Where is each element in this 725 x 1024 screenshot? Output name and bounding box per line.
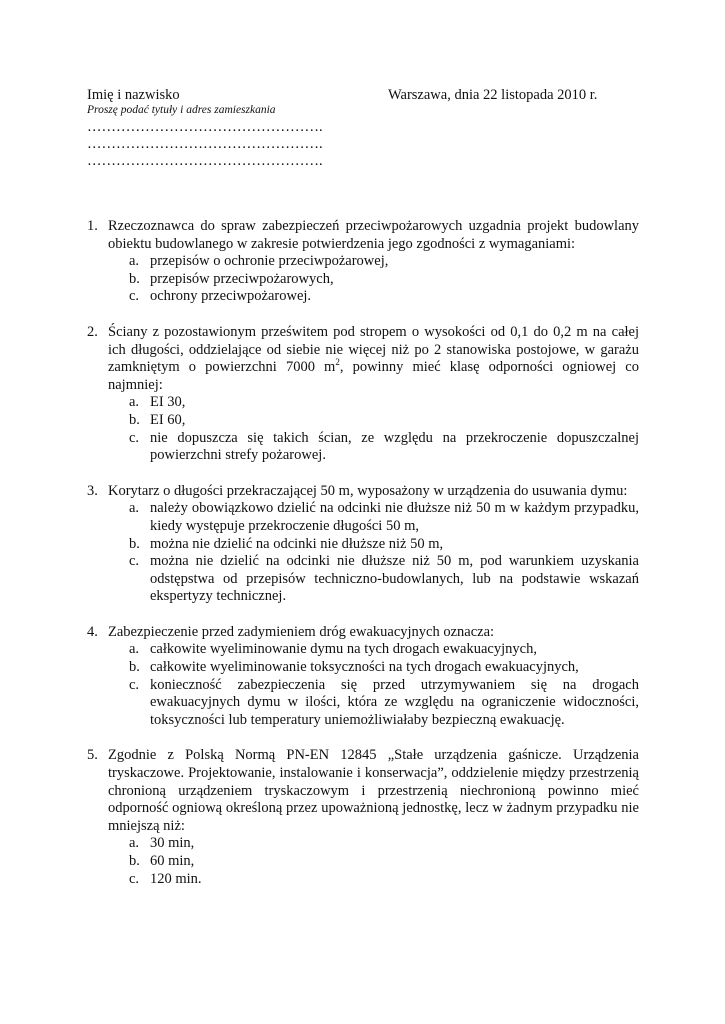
option-c xyxy=(129,430,639,465)
option-text: należy obowiązkowo dzielić na odcinki nie dłuższe niż 50 m w każdym przypadku, kiedy występuje przekroczenie długości 50 m, xyxy=(150,500,639,534)
question-1 xyxy=(87,218,639,306)
option-letter: b. xyxy=(129,270,140,287)
question-3 xyxy=(87,483,639,606)
dotted-line: …………………………………………. xyxy=(87,153,323,169)
question-number: 3. xyxy=(87,482,98,499)
option-list xyxy=(108,641,639,729)
question-number: 2. xyxy=(87,323,98,340)
option-b xyxy=(129,536,639,554)
option-letter: c. xyxy=(129,288,140,305)
name-label: Imię i nazwisko xyxy=(87,87,180,103)
option-letter: b. xyxy=(129,659,140,676)
question-text: Zgodnie z Polską Normą PN-EN 12845 „Stałe urządzenia gaśnicze. Urządzenia tryskaczowe. Projektowanie, instalowanie i konserwacja”, oddzielenie między przestrzenią chronioną urządzeniem tryskaczowym i przestrzenią niechronioną powinno mieć odporność ogniową określoną przez upoważnioną jednostkę, lecz w żadnym przypadku nie mniejszą niż: xyxy=(108,747,639,834)
question-2 xyxy=(87,324,639,465)
option-letter: a. xyxy=(129,641,140,658)
option-a xyxy=(129,500,639,535)
question-text xyxy=(108,324,639,394)
question-number: 1. xyxy=(87,218,98,234)
option-list xyxy=(108,253,639,306)
option-letter: c. xyxy=(129,676,140,693)
option-c xyxy=(129,288,639,306)
option-text: przepisów o ochronie przeciwpożarowej, xyxy=(150,253,389,270)
address-hint: Proszę podać tytuły i adres zamieszkania xyxy=(87,104,276,116)
option-list xyxy=(108,500,639,606)
option-a xyxy=(129,394,639,412)
option-letter: c. xyxy=(129,870,140,887)
option-letter: b. xyxy=(129,411,140,428)
option-text: 60 min, xyxy=(150,853,195,869)
option-letter: a. xyxy=(129,253,140,270)
option-text: ochrony przeciwpożarowej. xyxy=(150,288,312,305)
option-letter: b. xyxy=(129,853,140,869)
option-a xyxy=(129,641,639,659)
option-text: całkowite wyeliminowanie dymu na tych drogach ewakuacyjnych, xyxy=(150,641,537,658)
option-a xyxy=(129,253,639,271)
question-number: 4. xyxy=(87,623,98,640)
option-letter: b. xyxy=(129,535,140,552)
question-text-part: , powinny mieć klasę odporności ogniowej co najmniej: xyxy=(108,359,639,393)
option-b xyxy=(129,853,639,871)
option-b xyxy=(129,659,639,677)
question-4 xyxy=(87,624,639,730)
option-text: konieczność zabezpieczenia się przed utrzymywaniem się na drogach ewakuacyjnych dymu w ilości, która ze względu na ograniczenie widoczności, toksyczności lub temperatury uniemożliwiałaby bezpieczną ewakuację. xyxy=(150,676,639,728)
option-b xyxy=(129,271,639,289)
superscript: 2 xyxy=(335,357,340,368)
question-list xyxy=(87,218,639,906)
option-c xyxy=(129,553,639,606)
option-text: EI 30, xyxy=(150,394,186,411)
question-number: 5. xyxy=(87,747,98,764)
question-5 xyxy=(87,747,639,888)
option-text: przepisów przeciwpożarowych, xyxy=(150,270,334,287)
dotted-line: …………………………………………. xyxy=(87,136,323,152)
option-text: nie dopuszcza się takich ścian, ze względu na przekroczenie dopuszczalnej powierzchni strefy pożarowej. xyxy=(150,429,639,464)
option-letter: c. xyxy=(129,429,140,446)
option-letter: a. xyxy=(129,835,140,852)
option-list xyxy=(108,835,639,888)
option-list xyxy=(108,394,639,464)
date-line: Warszawa, dnia 22 listopada 2010 r. xyxy=(388,87,598,103)
option-text: EI 60, xyxy=(150,411,186,428)
option-text: całkowite wyeliminowanie toksyczności na tych drogach ewakuacyjnych, xyxy=(150,659,579,676)
option-letter: a. xyxy=(129,394,140,411)
question-text: Zabezpieczenie przed zadymieniem dróg ewakuacyjnych oznacza: xyxy=(108,623,495,640)
option-letter: a. xyxy=(129,500,140,517)
option-b xyxy=(129,412,639,430)
option-text: 120 min. xyxy=(150,870,202,887)
option-letter: c. xyxy=(129,553,140,570)
question-text: Korytarz o długości przekraczającej 50 m, wyposażony w urządzenia do usuwania dymu: xyxy=(108,482,628,499)
option-text: można nie dzielić na odcinki nie dłuższe niż 50 m, pod warunkiem uzyskania odstępstwa od przepisów techniczno-budowlanych, lub na podstawie wskazań ekspertyzy technicznej. xyxy=(150,553,639,605)
option-text: można nie dzielić na odcinki nie dłuższe niż 50 m, xyxy=(150,535,444,552)
question-text-part: Ściany z pozostawionym prześwitem pod stropem o wysokości od 0,1 do 0,2 m na całej ich długości, oddzielające od siebie nie więcej niż po 2 stanowiska postojowe, w garażu zamkniętym o powierzchni 7000 m xyxy=(108,323,639,376)
question-text: Rzeczoznawca do spraw zabezpieczeń przeciwpożarowych uzgadnia projekt budowlany obiektu budowlanego w zakresie potwierdzenia jego zgodności z wymaganiami: xyxy=(108,218,639,252)
option-text: 30 min, xyxy=(150,835,195,852)
option-a xyxy=(129,835,639,853)
option-c xyxy=(129,677,639,730)
option-c xyxy=(129,871,639,889)
dotted-line: …………………………………………. xyxy=(87,119,323,135)
